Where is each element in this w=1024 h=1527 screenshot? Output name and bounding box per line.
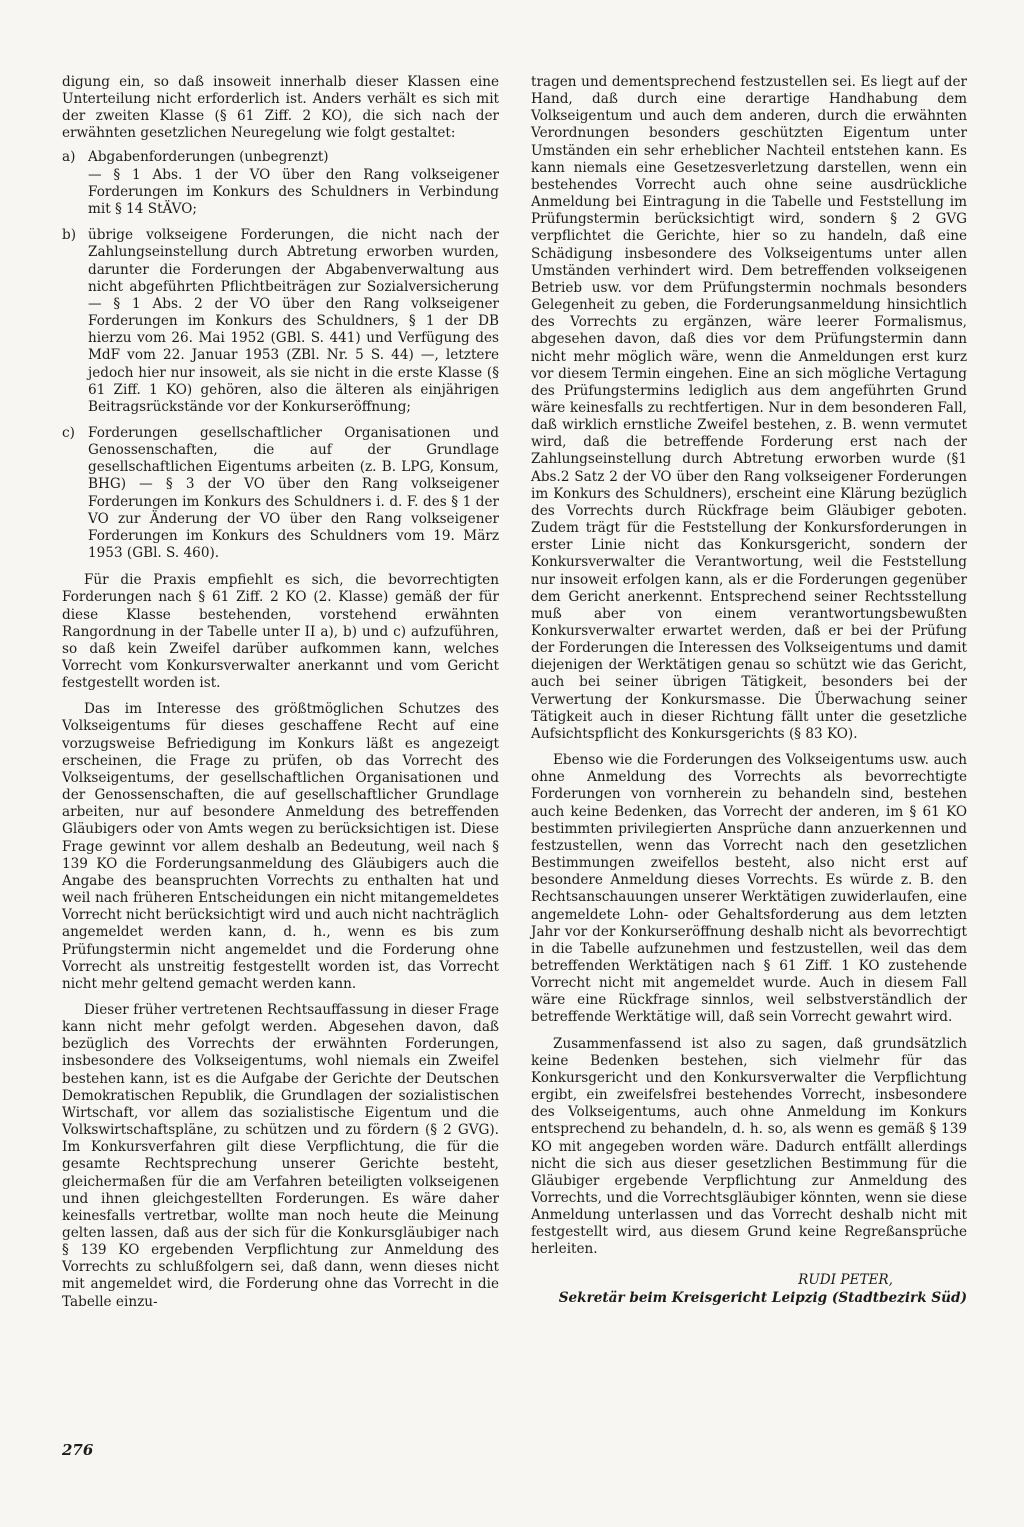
- item-text: übrige volkseigene Forderungen, die nicht nach der Zahlungseinstellung durch Abtretung erworben wurden, darunter die Forderungen der Abgabenverwaltung aus nicht abgeführten Pflichtbeiträgen zur Sozialversicherung — § 1 Abs. 2 der VO über den Rang volkseigener Forderungen im Konkurs des Schuldners, § 1 der DB hierzu vom 26. Mai 1952 (GBl. S. 441) und Verfügung des MdF vom 22. Januar 1953 (ZBl. Nr. 5 S. 44) —, letztere jedoch hier nur insoweit, als sie nicht in die erste Klasse (§ 61 Ziff. 1 KO) gehören, also die älteren als einjährigen Beitragsrückstände vor der Konkurseröffnung;: [88, 227, 499, 415]
- claim-class-list: [62, 149, 499, 563]
- author-name: RUDI PETER,: [798, 1271, 893, 1288]
- item-text: Abgabenforderungen (unbegrenzt): [88, 148, 329, 165]
- paragraph-legal-view: Dieser früher vertretenen Rechtsauffassung in dieser Frage kann nicht mehr gefolgt werden. Abgesehen davon, daß bezüglich des Vorrechts der erwähnten Forderungen, insbesondere des Volkseigentums, wohl niemals ein Zweifel bestehen kann, ist es die Aufgabe der Gerichte der Deutschen Demokratischen Republik, die Grundlagen der sozialistischen Wirtschaft, vor allem das sozialistische Eigentum und die Volkswirtschaftspläne, zu schützen und zu fördern (§ 2 GVG). Im Konkursverfahren gilt diese Verpflichtung, die für die gesamte Rechtsprechung unserer Gerichte besteht, gleichermaßen für die am Verfahren beteiligten volkseigenen und ihnen gleichgestellten Forderungen. Es wäre daher keinesfalls vertretbar, wollte man noch heute die Meinung gelten lassen, daß aus der sich für die Konkursgläubiger nach § 139 KO ergebenden Verpflichtung zur Anmeldung des Vorrechts zu schlußfolgern sei, daß dann, wenn dieses nicht mit angemeldet wird, die Forderung ohne das Vorrecht in die Tabelle einzu-: [62, 1001, 499, 1310]
- left-paragraphs: [62, 572, 499, 1311]
- left-column: [62, 74, 499, 1311]
- item-body: [88, 227, 499, 416]
- item-subtext: — § 1 Abs. 1 der VO über den Rang volkseigener Forderungen im Konkurs des Schuldners in Verbindung mit § 14 StÄVO;: [88, 166, 499, 218]
- item-label: b): [62, 227, 77, 244]
- paragraph-practice: Für die Praxis empfiehlt es sich, die bevorrechtigten Forderungen nach § 61 Ziff. 2 KO (2. Klasse) gemäß der für diese Klasse bestehenden, vorstehend erwähnten Rangordnung in der Tabelle unter II a), b) und c) aufzuführen, so daß kein Zweifel darüber aufkommen kann, welches Vorrecht vom Konkursverwalter anerkannt und vom Gericht festgestellt worden ist.: [62, 572, 499, 692]
- paragraph-continuation: tragen und dementsprechend festzustellen sei. Es liegt auf der Hand, daß durch eine derartige Handhabung dem Volkseigentum und auch dem anderen, durch die erwähnten Verordnungen besonders geschützten Eigentum unter Umständen ein sehr erheblicher Nachteil entstehen kann. Es kann niemals eine Gesetzesverletzung darstellen, wenn ein bestehendes Vorrecht auch ohne seine ausdrückliche Anmeldung bei Eintragung in die Tabelle und Feststellung im Prüfungstermin berücksichtigt wird, sondern § 2 GVG verpflichtet die Gerichte, hier so zu handeln, daß eine Schädigung insbesondere des Volkseigentums unter allen Umständen verhindert wird. Dem betreffenden volkseigenen Betrieb usw. vor dem Prüfungstermin nochmals besonders Gelegenheit zu geben, die Forderungsanmeldung hinsichtlich des Vorrechts zu ergänzen, wäre leerer Formalismus, abgesehen davon, daß dies vor dem Prüfungstermin dann nicht mehr möglich wäre, wenn die Anmeldungen erst kurz vor diesem Termin eingehen. Eine an sich mögliche Vertagung des Prüfungstermins lediglich aus dem angeführten Grund wäre keinesfalls zu rechtfertigen. Nur in dem besonderen Fall, daß wirklich ernstliche Zweifel bestehen, z. B. wenn vermutet wird, daß die betreffende Forderung erst nach der Zahlungseinstellung durch Abtretung erworben wurde (§1 Abs.2 Satz 2 der VO über den Rang volkseigener Forderungen im Konkurs des Schuldners), erscheint eine Klärung bezüglich des Vorrechts durch Rückfrage beim Gläubiger geboten. Zudem trägt für die Feststellung der Konkursforderungen in erster Linie nicht das Konkursgericht, sondern der Konkursverwalter die Verantwortung, weil die Feststellung nur insoweit erfolgen kann, als er die Forderungen gegenüber dem Gericht anerkennt. Entsprechend seiner Rechtsstellung muß aber von einem verantwortungsbewußten Konkursverwalter erwartet werden, daß er bei der Prüfung der Forderungen die Interessen des Volkseigentums und damit diejenigen der Werktätigen genau so schützt wie das Gericht, auch bei seiner übrigen Tätigkeit, besonders bei der Verwertung der Konkursmasse. Die Überwachung seiner Tätigkeit auch in dieser Richtung fällt unter die gesetzliche Aufsichtspflicht des Konkursgerichts (§ 83 KO).: [531, 74, 967, 742]
- item-body: [88, 425, 499, 562]
- left-intro-paragraph: digung ein, so daß insoweit innerhalb dieser Klassen eine Unterteilung nicht erforderlich ist. Anders verhält es sich mit der zweiten Klasse (§ 61 Ziff. 2 KO), die sich nach der erwähnten gesetzlichen Neuregelung wie folgt gestaltet:: [62, 74, 499, 142]
- item-label: c): [62, 424, 75, 441]
- claim-item-b: [62, 227, 499, 416]
- author-signature: [531, 1271, 967, 1307]
- author-title: Sekretär beim Kreisgericht Leipzig (Stadtbezirk Süd): [558, 1289, 967, 1306]
- item-body: [88, 149, 499, 219]
- paragraph-interest: Das im Interesse des größtmöglichen Schutzes des Volkseigentums für dieses geschaffene Recht auf eine vorzugsweise Befriedigung im Konkurs läßt es angezeigt erscheinen, die Frage zu prüfen, ob das Vorrecht des Volkseigentums, der gesellschaftlichen Organisationen und der Genossenschaften, die auf gesellschaftlicher Grundlage arbeiten, nur auf besondere Anmeldung des betreffenden Gläubigers oder von Amts wegen zu berücksichtigen ist. Diese Frage gewinnt vor allem deshalb an Bedeutung, weil nach § 139 KO die Forderungsanmeldung des Gläubigers auch die Angabe des beanspruchten Vorrechts zu enthalten hat und weil nach früheren Entscheidungen ein nicht mitangemeldetes Vorrecht nicht berücksichtigt wird und auch nicht nachträglich angemeldet werden kann, d. h., wenn es bis zum Prüfungstermin nicht angemeldet und die Forderung ohne Vorrecht als unstreitig festgestellt worden ist, das Vorrecht nicht mehr geltend gemacht werden kann.: [62, 701, 499, 992]
- paragraph-summary: Zusammenfassend ist also zu sagen, daß grundsätzlich keine Bedenken bestehen, sich vielmehr für das Konkursgericht und den Konkursverwalter die Verpflichtung ergibt, ein zweifelsfrei bestehendes Vorrecht, insbesondere des Volkseigentums, auch ohne Anmeldung im Konkurs entsprechend zu behandeln, d. h. so, als wenn es gemäß § 139 KO mit angegeben worden wäre. Dadurch entfällt allerdings nicht die sich aus dieser gesetzlichen Bestimmung für die Gläubiger ergebende Verpflichtung zur Anmeldung des Vorrechts, und die Vorrechtsgläubiger könnten, wenn sie diese Anmeldung unterlassen und das Vorrecht deshalb nicht mit festgestellt wird, aus diesem Grund keine Regreßansprüche herleiten.: [531, 1035, 967, 1258]
- claim-item-a: [62, 149, 499, 219]
- claim-item-c: [62, 425, 499, 562]
- item-label: a): [62, 148, 76, 165]
- item-text: Forderungen gesellschaftlicher Organisationen und Genossenschaften, die auf der Grundlage gesellschaftlichen Eigentums arbeiten (z. B. LPG, Konsum, BHG) — § 3 der VO über den Rang volkseigener Forderungen im Konkurs des Schuldners i. d. F. des § 1 der VO zur Änderung der VO über den Rang volkseigener Forderungen im Konkurs des Schuldners vom 19. März 1953 (GBl. S. 460).: [88, 424, 499, 562]
- page-number: 276: [62, 1441, 94, 1459]
- right-column: [531, 74, 967, 1307]
- paragraph-likewise: Ebenso wie die Forderungen des Volkseigentums usw. auch ohne Anmeldung des Vorrechts als bevorrechtigte Forderungen von vornherein zu behandeln sind, bestehen auch keine Bedenken, das Vorrecht der anderen, im § 61 KO bestimmten privilegierten Ansprüche dann anzuerkennen und festzustellen, wenn das Vorrecht nach den gesetzlichen Bestimmungen zweifellos besteht, also nicht erst auf besondere Anmeldung dieses Vorrechts. Es würde z. B. den Rechtsanschauungen unserer Werktätigen zuwiderlaufen, eine angemeldete Lohn- oder Gehaltsforderung aus dem letzten Jahr vor der Konkurseröffnung deshalb nicht als bevorrechtigt in die Tabelle aufzunehmen und festzustellen, weil das dem betreffenden Werktätigen nach § 61 Ziff. 1 KO zustehende Vorrecht nicht mit angemeldet wurde. Auch in diesem Fall wäre eine Rückfrage sinnlos, weil selbstverständlich der betreffende Werktätige will, daß sein Vorrecht gewahrt wird.: [531, 752, 967, 1026]
